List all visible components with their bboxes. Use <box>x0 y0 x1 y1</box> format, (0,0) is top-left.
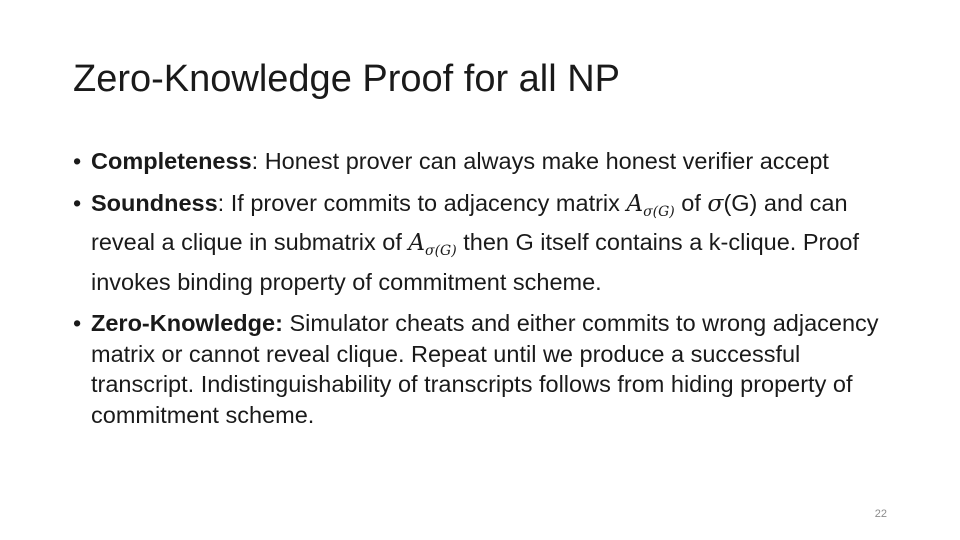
bullet-text-part: then G itself contains a k-clique. Proof invokes binding property of commitment scheme. <box>91 229 860 295</box>
bullet-text-part: of <box>674 189 708 216</box>
page-number: 22 <box>874 508 887 520</box>
math-symbol: A <box>408 230 426 256</box>
bullet-text-part: (G) and can reveal a clique in submatrix of <box>91 189 848 255</box>
bullet-list <box>73 146 888 441</box>
bullet-term: Completeness <box>91 148 252 174</box>
bullet-marker: • <box>73 310 82 336</box>
bullet-text-part: If prover commits to adjacency matrix <box>224 189 627 216</box>
math-a-sigma-g <box>626 190 675 220</box>
slide-title: Zero-Knowledge Proof for all NP <box>73 58 621 100</box>
math-subscript: σ(G) <box>425 243 457 259</box>
bullet-text: Honest prover can always make honest verifier accept <box>258 148 829 174</box>
bullet-term: Zero-Knowledge: <box>91 310 283 336</box>
math-symbol: A <box>626 190 644 217</box>
bullet-text: Simulator cheats and either commits to wrong adjacency matrix or cannot reveal clique. Repeat until we produce a successful transcript. Indistinguishability of transcripts follows from hiding property of commitment scheme. <box>91 310 879 428</box>
math-a-sigma-g <box>408 230 457 259</box>
bullet-marker: • <box>73 148 82 174</box>
bullet-zero-knowledge <box>73 308 888 430</box>
math-sigma: σ <box>707 188 724 217</box>
bullet-separator: : <box>217 189 225 216</box>
bullet-separator: : <box>251 148 259 174</box>
bullet-marker: • <box>73 189 82 216</box>
bullet-completeness <box>73 146 888 177</box>
bullet-soundness <box>73 188 888 298</box>
math-subscript: σ(G) <box>643 203 675 220</box>
bullet-term: Soundness <box>91 189 218 216</box>
